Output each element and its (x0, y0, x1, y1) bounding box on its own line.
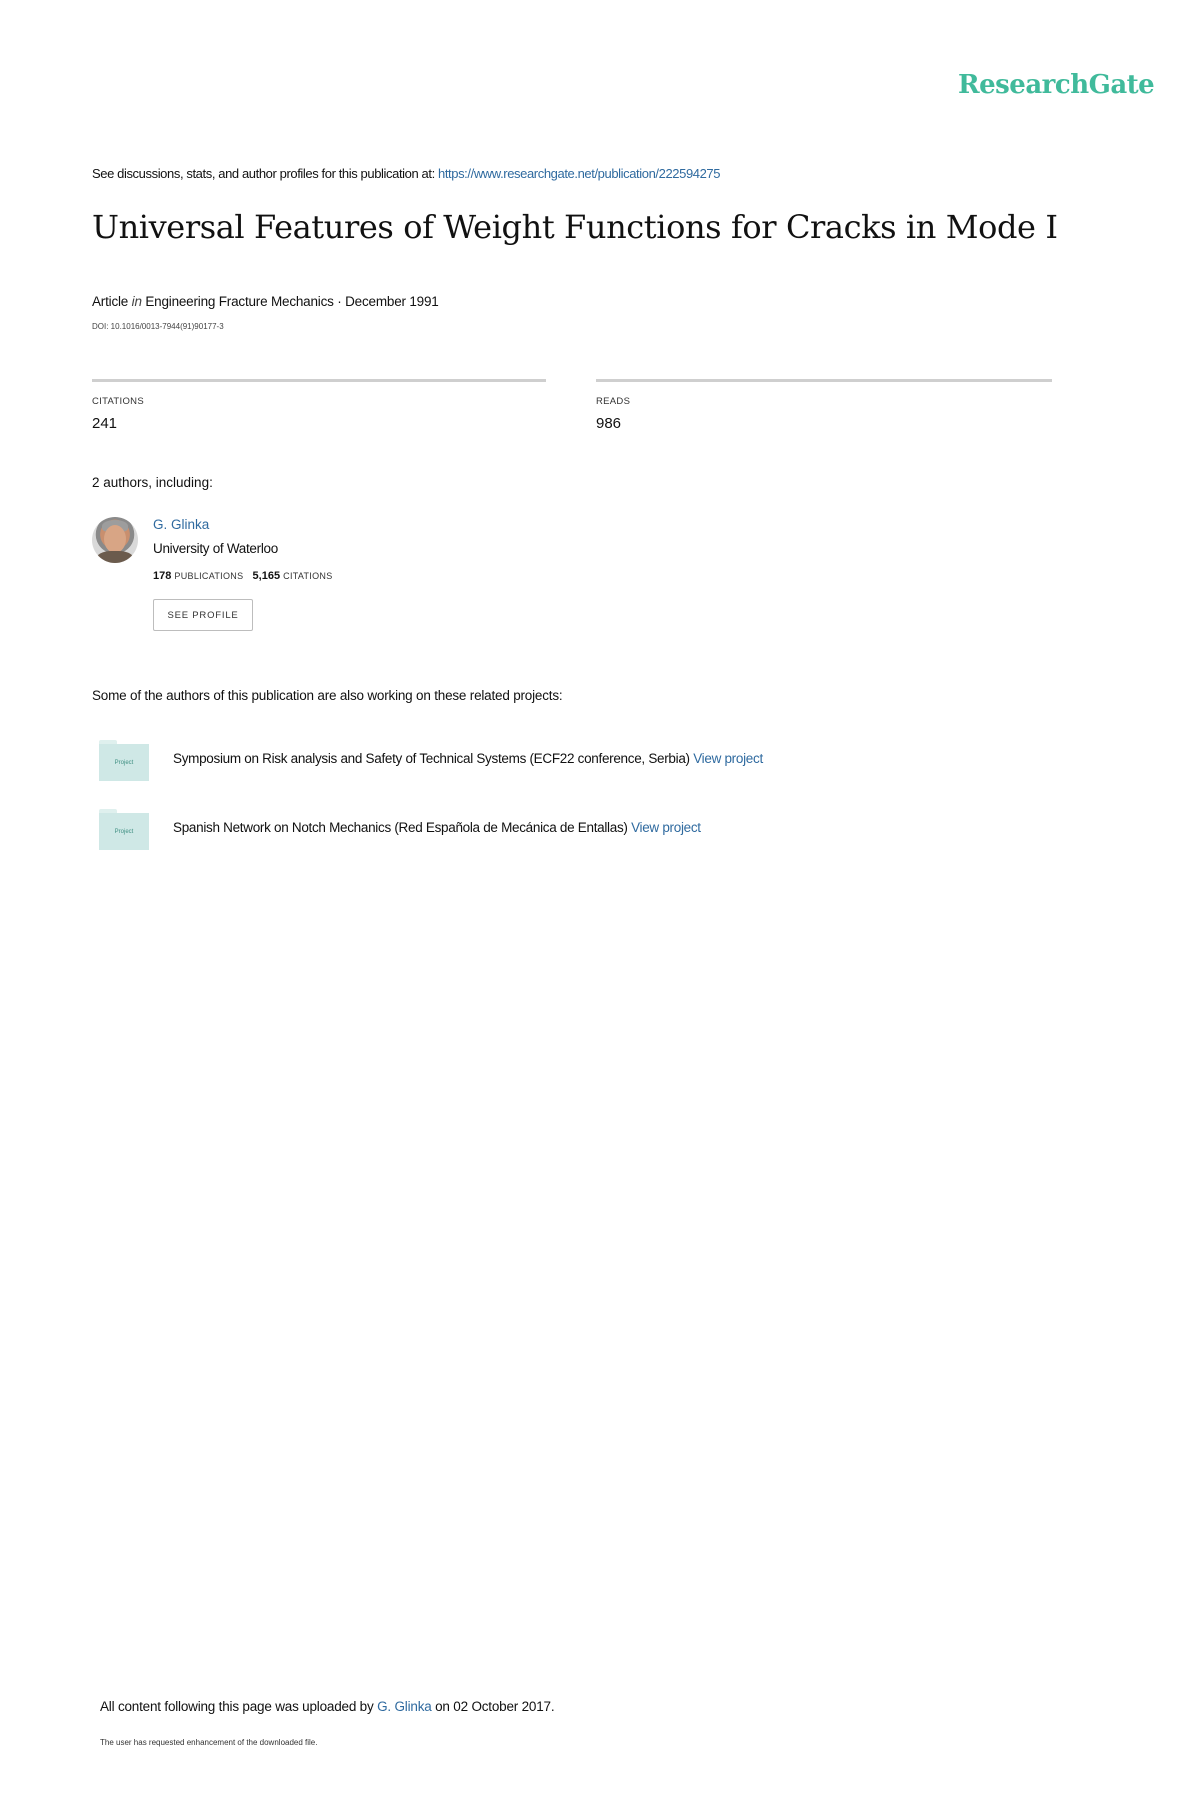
projects-intro: Some of the authors of this publication are also working on these related projects: (92, 688, 563, 703)
citations-label: CITATIONS (92, 396, 144, 407)
reads-label: READS (596, 396, 631, 407)
uploaded-suffix: on 02 October 2017. (431, 1699, 555, 1714)
uploader-link[interactable]: G. Glinka (377, 1699, 432, 1714)
publication-type: Article (92, 294, 129, 309)
publication-url-link[interactable]: https://www.researchgate.net/publication/222594275 (438, 166, 721, 181)
author-name-link[interactable]: G. Glinka (153, 517, 210, 532)
project-title: Symposium on Risk analysis and Safety of Technical Systems (ECF22 conference, Serbia) (173, 751, 690, 766)
author-publications-label: PUBLICATIONS (174, 571, 244, 581)
user-request-note: The user has requested enhancement of the downloaded file. (100, 1738, 318, 1747)
author-publications-count: 178 (153, 570, 172, 582)
publication-title: Universal Features of Weight Functions for Cracks in Mode I (92, 208, 1058, 246)
journal-name: Engineering Fracture Mechanics (145, 294, 334, 309)
uploaded-prefix: All content following this page was uploaded by (100, 1699, 378, 1714)
stats-divider-left (92, 379, 546, 382)
citations-value: 241 (92, 415, 118, 432)
avatar-shirt (96, 551, 134, 563)
authors-intro: 2 authors, including: (92, 475, 213, 490)
author-citations-count: 5,165 (252, 570, 281, 582)
see-discussions-line (92, 166, 720, 181)
doi-text: DOI: 10.1016/0013-7944(91)90177-3 (92, 322, 224, 331)
folder-body: Project (99, 813, 149, 850)
folder-body: Project (99, 744, 149, 781)
meta-separator: · (337, 294, 342, 309)
avatar-face (104, 525, 126, 553)
author-citations-label: CITATIONS (283, 571, 333, 581)
researchgate-logo[interactable]: ResearchGate (958, 70, 1155, 100)
project-item (173, 820, 701, 835)
in-label: in (131, 294, 142, 309)
view-project-link[interactable]: View project (631, 820, 701, 835)
project-folder-icon (99, 740, 149, 781)
uploaded-line (100, 1699, 554, 1714)
stats-divider-right (596, 379, 1052, 382)
author-stats (153, 570, 333, 582)
view-project-link[interactable]: View project (693, 751, 763, 766)
project-folder-icon (99, 809, 149, 850)
author-avatar[interactable] (92, 517, 138, 563)
publication-date: December 1991 (345, 294, 439, 309)
see-profile-button[interactable]: SEE PROFILE (153, 599, 253, 631)
article-meta-line (92, 294, 439, 309)
project-title: Spanish Network on Notch Mechanics (Red Española de Mecánica de Entallas) (173, 820, 628, 835)
see-discussions-text: See discussions, stats, and author profiles for this publication at: (92, 166, 438, 181)
project-item (173, 751, 763, 766)
author-affiliation: University of Waterloo (153, 541, 278, 556)
reads-value: 986 (596, 415, 622, 432)
